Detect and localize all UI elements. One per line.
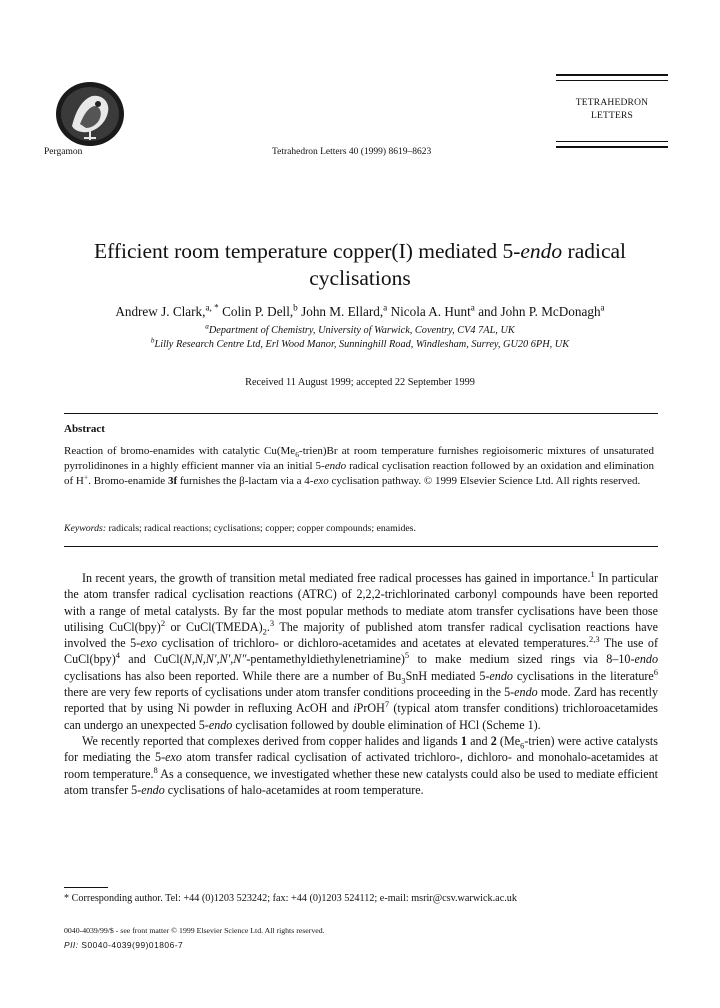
body-span: In particular the atom transfer radical cyclisation reactions (ATRC) of 2,2,2-trichlorinated carbonyl compounds have been reported with a range of metal catalysts. By far the most popular methods to mediate atom transfer cyclisations have been those utilising CuCl(bpy) bbox=[64, 571, 659, 634]
journal-name-line1: TETRAHEDRON bbox=[575, 98, 649, 108]
body-span: or CuCl(TMEDA) bbox=[165, 619, 263, 634]
author: John P. McDonagh bbox=[500, 304, 601, 319]
title-line1-end: radical bbox=[562, 239, 627, 263]
body-span: cyclisations in the literature bbox=[512, 668, 654, 683]
author-conjunction: and bbox=[474, 304, 498, 319]
body-italic: i bbox=[353, 701, 357, 716]
pii-value: S0040-4039(99)01806-7 bbox=[78, 940, 184, 950]
citation-ref: 6 bbox=[653, 666, 658, 677]
body-italic: N,N,N′,N′,N″ bbox=[183, 652, 247, 667]
body-italic: exo bbox=[165, 750, 182, 765]
affiliation-a-text: Department of Chemistry, University of Warwick, Coventry, CV4 7AL, UK bbox=[208, 325, 515, 336]
title-line1: Efficient room temperature copper(I) mediated 5- bbox=[93, 239, 521, 263]
author: John M. Ellard, bbox=[301, 304, 384, 319]
title-line2: cyclisations bbox=[309, 266, 411, 290]
compound-number: 2 bbox=[490, 733, 497, 748]
body-span: . bbox=[266, 619, 270, 634]
journal-name bbox=[556, 97, 668, 123]
abstract-text bbox=[64, 444, 654, 490]
header-rule-top-thick bbox=[556, 74, 668, 76]
author: Colin P. Dell, bbox=[222, 304, 294, 319]
body-span: (typical atom transfer conditions) trichloroacetamides can undergo an unexpected 5- bbox=[64, 701, 658, 732]
body-span: cyclisations has also been reported. While there are a number of Bu bbox=[64, 668, 402, 683]
author-list bbox=[40, 304, 680, 320]
abstract-span: -trien)Br at room temperature furnishes regioisomeric mixtures of unsaturated pyrrolidinones in a highly efficient manner via an initial 5- bbox=[64, 445, 654, 473]
footnote-text: Corresponding author. Tel: +44 (0)1203 523242; fax: +44 (0)1203 524112; e-mail: msrir@csv.warwick.ac.uk bbox=[69, 893, 517, 904]
subscript: 3 bbox=[401, 675, 406, 686]
affiliation-b-mark: b bbox=[150, 336, 155, 345]
abstract-sub: 6 bbox=[295, 450, 300, 460]
author-affil-mark: a bbox=[470, 302, 475, 313]
body-italic: endo bbox=[634, 652, 659, 667]
body-span: atom transfer radical cyclisation of activated trichloro-, dichloro- and monohalo-acetamides at room temperature. bbox=[64, 750, 658, 781]
citation-ref: 1 bbox=[590, 568, 595, 579]
pii-line bbox=[64, 940, 183, 950]
citation-ref: 2 bbox=[160, 617, 166, 628]
body-span: cyclisation followed by double elimination of HCl (Scheme 1). bbox=[232, 717, 541, 732]
body-span: there are very few reports of cyclisations under atom transfer conditions proceeding in the 5- bbox=[64, 685, 515, 700]
body-span: We recently reported that complexes derived from copper halides and ligands bbox=[82, 733, 461, 748]
keywords-label: Keywords: bbox=[64, 523, 107, 534]
author-affil-mark: a bbox=[383, 302, 388, 313]
abstract-span: furnishes the β-lactam via a 4- bbox=[177, 475, 314, 488]
body-span: PrOH bbox=[356, 701, 385, 716]
body-span: The majority of published atom transfer radical cyclisation reactions have involved the 5- bbox=[64, 619, 659, 651]
abstract-span: . Bromo-enamide bbox=[88, 475, 168, 488]
body-span: (Me bbox=[496, 733, 521, 748]
body-text bbox=[64, 570, 658, 798]
abstract-rule-bottom bbox=[64, 546, 658, 547]
body-italic: endo bbox=[514, 685, 538, 700]
author: Andrew J. Clark, bbox=[115, 304, 206, 319]
affiliation-a bbox=[40, 322, 680, 336]
author-affil-mark: a bbox=[600, 302, 605, 313]
author: Nicola A. Hunt bbox=[390, 304, 471, 319]
abstract-bold: 3f bbox=[167, 475, 178, 488]
footnote-rule bbox=[64, 887, 108, 888]
citation-ref: 3 bbox=[269, 617, 275, 628]
header-rule-bottom-thin bbox=[556, 141, 668, 142]
title-italic: endo bbox=[520, 239, 563, 263]
abstract-italic: endo bbox=[324, 460, 347, 473]
body-italic: endo bbox=[208, 717, 233, 732]
author-affil-mark: b bbox=[293, 302, 298, 313]
author-affil-mark: a, bbox=[205, 302, 212, 313]
body-span: -pentamethyldiethylenetriamine) bbox=[246, 652, 405, 667]
body-italic: endo bbox=[141, 782, 165, 797]
received-dates: Received 11 August 1999; accepted 22 September 1999 bbox=[245, 377, 475, 388]
compound-number: 1 bbox=[460, 733, 467, 748]
abstract-rule-top bbox=[64, 413, 658, 414]
header-rule-bottom-thick bbox=[556, 146, 668, 148]
article-title bbox=[40, 238, 680, 292]
copyright-line: 0040-4039/99/$ - see front matter © 1999 Elsevier Science Ltd. All rights reserved. bbox=[64, 926, 325, 935]
citation-ref: 8 bbox=[153, 764, 158, 775]
body-span: -trien) were active catalysts for mediating the 5- bbox=[64, 733, 658, 765]
citation-ref: 7 bbox=[384, 699, 390, 710]
elsevier-tree-logo-icon bbox=[54, 80, 126, 148]
corresponding-author-footnote bbox=[64, 893, 517, 904]
body-italic: exo bbox=[140, 636, 158, 651]
body-span: and CuCl( bbox=[119, 652, 184, 667]
citation-ref: 4 bbox=[115, 650, 120, 661]
pii-label: PII: bbox=[64, 940, 79, 950]
keywords-list: radicals; radical reactions; cyclisations; copper; copper compounds; enamides. bbox=[106, 523, 416, 534]
citation-ref: 5 bbox=[404, 650, 410, 661]
affiliation-b-text: Lilly Research Centre Ltd, Erl Wood Manor, Sunninghill Road, Windlesham, Surrey, GU20 6PH, UK bbox=[154, 339, 570, 350]
subscript: 2 bbox=[262, 626, 267, 637]
body-italic: endo bbox=[489, 668, 513, 683]
abstract-span: radical cyclisation reaction followed by an oxidation and elimination of H bbox=[64, 460, 654, 488]
body-paragraph-1 bbox=[64, 570, 658, 733]
header-rule-top-thin bbox=[556, 80, 668, 81]
corresponding-star: * bbox=[211, 302, 219, 313]
body-paragraph-2 bbox=[64, 733, 658, 798]
abstract-sup: + bbox=[83, 472, 89, 482]
journal-name-line2: LETTERS bbox=[590, 111, 634, 121]
abstract-heading: Abstract bbox=[64, 423, 105, 435]
citation-ref: 2,3 bbox=[588, 634, 600, 645]
body-span: As a consequence, we investigated whether these new catalysts could also be used to mediate efficient atom transfer 5- bbox=[64, 766, 658, 797]
body-span: cyclisation of trichloro- or dichloro-acetamides and acetates at elevated temperatures. bbox=[157, 636, 589, 651]
body-span: SnH mediated 5- bbox=[405, 668, 490, 683]
affiliation-a-mark: a bbox=[205, 322, 209, 331]
abstract-span: Reaction of bromo-enamides with catalytic Cu(Me bbox=[64, 445, 296, 457]
body-span: cyclisations of halo-acetamides at room temperature. bbox=[164, 782, 424, 797]
abstract-italic: exo bbox=[313, 475, 329, 488]
affiliation-b bbox=[40, 336, 680, 350]
publisher-name: Pergamon bbox=[44, 147, 83, 157]
body-span: mode. Zard has recently reported that by using Ni powder in refluxing AcOH and bbox=[64, 685, 658, 716]
abstract-span: cyclisation pathway. © 1999 Elsevier Science Ltd. All rights reserved. bbox=[328, 475, 641, 488]
footnote-star: * bbox=[64, 893, 70, 904]
body-span: and bbox=[466, 733, 491, 748]
keywords bbox=[64, 523, 416, 534]
body-span: In recent years, the growth of transition metal mediated free radical processes has gained in importance. bbox=[82, 571, 591, 585]
body-span: The use of CuCl(bpy) bbox=[64, 636, 658, 667]
subscript: 6 bbox=[520, 740, 525, 751]
journal-citation: Tetrahedron Letters 40 (1999) 8619–8623 bbox=[272, 147, 432, 157]
body-span: to make medium sized rings via 8–10- bbox=[409, 652, 635, 667]
